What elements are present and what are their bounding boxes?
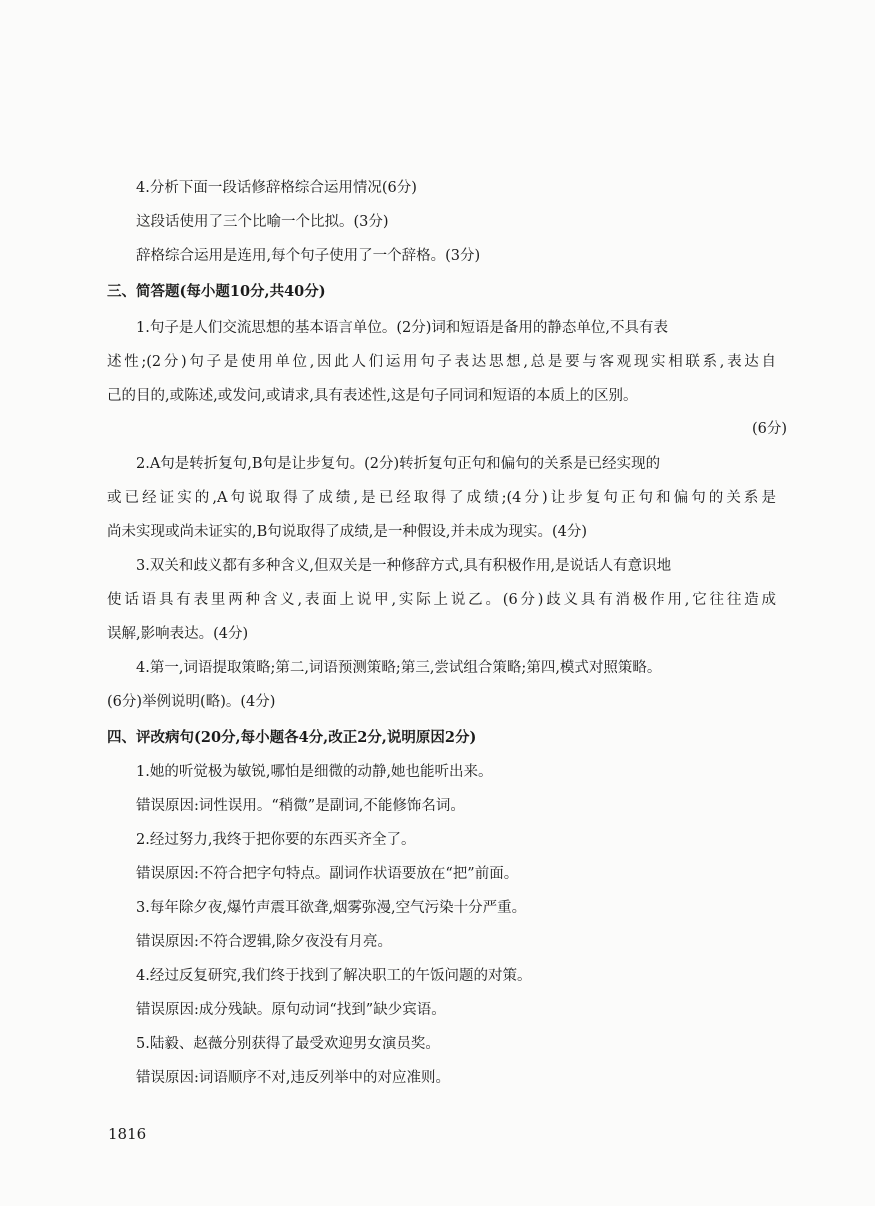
s4-item-3-sentence: 3.每年除夕夜,爆竹声震耳欲聋,烟雾弥漫,空气污染十分严重。 <box>136 900 527 916</box>
s3-q4-line-1: 4.第一,词语提取策略;第二,词语预测策略;第三,尝试组合策略;第四,模式对照策略。 <box>136 660 662 676</box>
s4-item-4-reason: 错误原因:成分残缺。原句动词“找到”缺少宾语。 <box>136 1002 446 1018</box>
s3-q1-line-2: 述性;(2分)句子是使用单位,因此人们运用句子表达思想,总是要与客观现实相联系,表达自 <box>107 354 776 370</box>
prev-q4-title: 4.分析下面一段话修辞格综合运用情况(6分) <box>136 180 417 196</box>
s3-q3-line-2: 使话语具有表里两种含义,表面上说甲,实际上说乙。(6分)歧义具有消极作用,它往往造成 <box>107 592 776 608</box>
s3-q3-line-3: 误解,影响表达。(4分) <box>107 626 249 642</box>
s3-q3-line-1: 3.双关和歧义都有多种含义,但双关是一种修辞方式,具有积极作用,是说话人有意识地 <box>136 558 672 574</box>
section3-heading: 三、简答题(每小题10分,共40分) <box>107 283 326 300</box>
s4-item-2-sentence: 2.经过努力,我终于把你要的东西买齐全了。 <box>136 832 416 848</box>
s4-item-1-reason: 错误原因:词性误用。“稍微”是副词,不能修饰名词。 <box>136 798 465 814</box>
s4-item-2-reason: 错误原因:不符合把字句特点。副词作状语要放在“把”前面。 <box>136 866 519 882</box>
s4-item-4-sentence: 4.经过反复研究,我们终于找到了解决职工的午饭问题的对策。 <box>136 968 532 984</box>
s3-q1-line-3: 己的目的,或陈述,或发问,或请求,具有表述性,这是句子同词和短语的本质上的区别。 <box>107 388 638 404</box>
s4-item-5-reason: 错误原因:词语顺序不对,违反列举中的对应准则。 <box>136 1070 450 1086</box>
s4-item-3-reason: 错误原因:不符合逻辑,除夕夜没有月亮。 <box>136 934 392 950</box>
section4-heading: 四、评改病句(20分,每小题各4分,改正2分,说明原因2分) <box>107 729 477 746</box>
s3-q2-line-3: 尚未实现或尚未证实的,B句说取得了成绩,是一种假设,并未成为现实。(4分) <box>107 524 588 540</box>
s3-q2-line-2: 或已经证实的,A句说取得了成绩,是已经取得了成绩;(4分)让步复句正句和偏句的关系是 <box>107 490 776 506</box>
s4-item-5-sentence: 5.陆毅、赵薇分别获得了最受欢迎男女演员奖。 <box>136 1036 440 1052</box>
page-number: 1816 <box>108 1125 147 1143</box>
s3-q1-score: (6分) <box>751 421 787 437</box>
prev-q4-answer-1: 这段话使用了三个比喻一个比拟。(3分) <box>136 214 389 230</box>
s4-item-1-sentence: 1.她的听觉极为敏锐,哪怕是细微的动静,她也能听出来。 <box>136 764 493 780</box>
s3-q1-line-1: 1.句子是人们交流思想的基本语言单位。(2分)词和短语是备用的静态单位,不具有表 <box>136 320 668 336</box>
prev-q4-answer-2: 辞格综合运用是连用,每个句子使用了一个辞格。(3分) <box>136 248 481 264</box>
s3-q4-line-2: (6分)举例说明(略)。(4分) <box>107 694 276 710</box>
s3-q2-line-1: 2.A句是转折复句,B句是让步复句。(2分)转折复句正句和偏句的关系是已经实现的 <box>136 456 661 472</box>
